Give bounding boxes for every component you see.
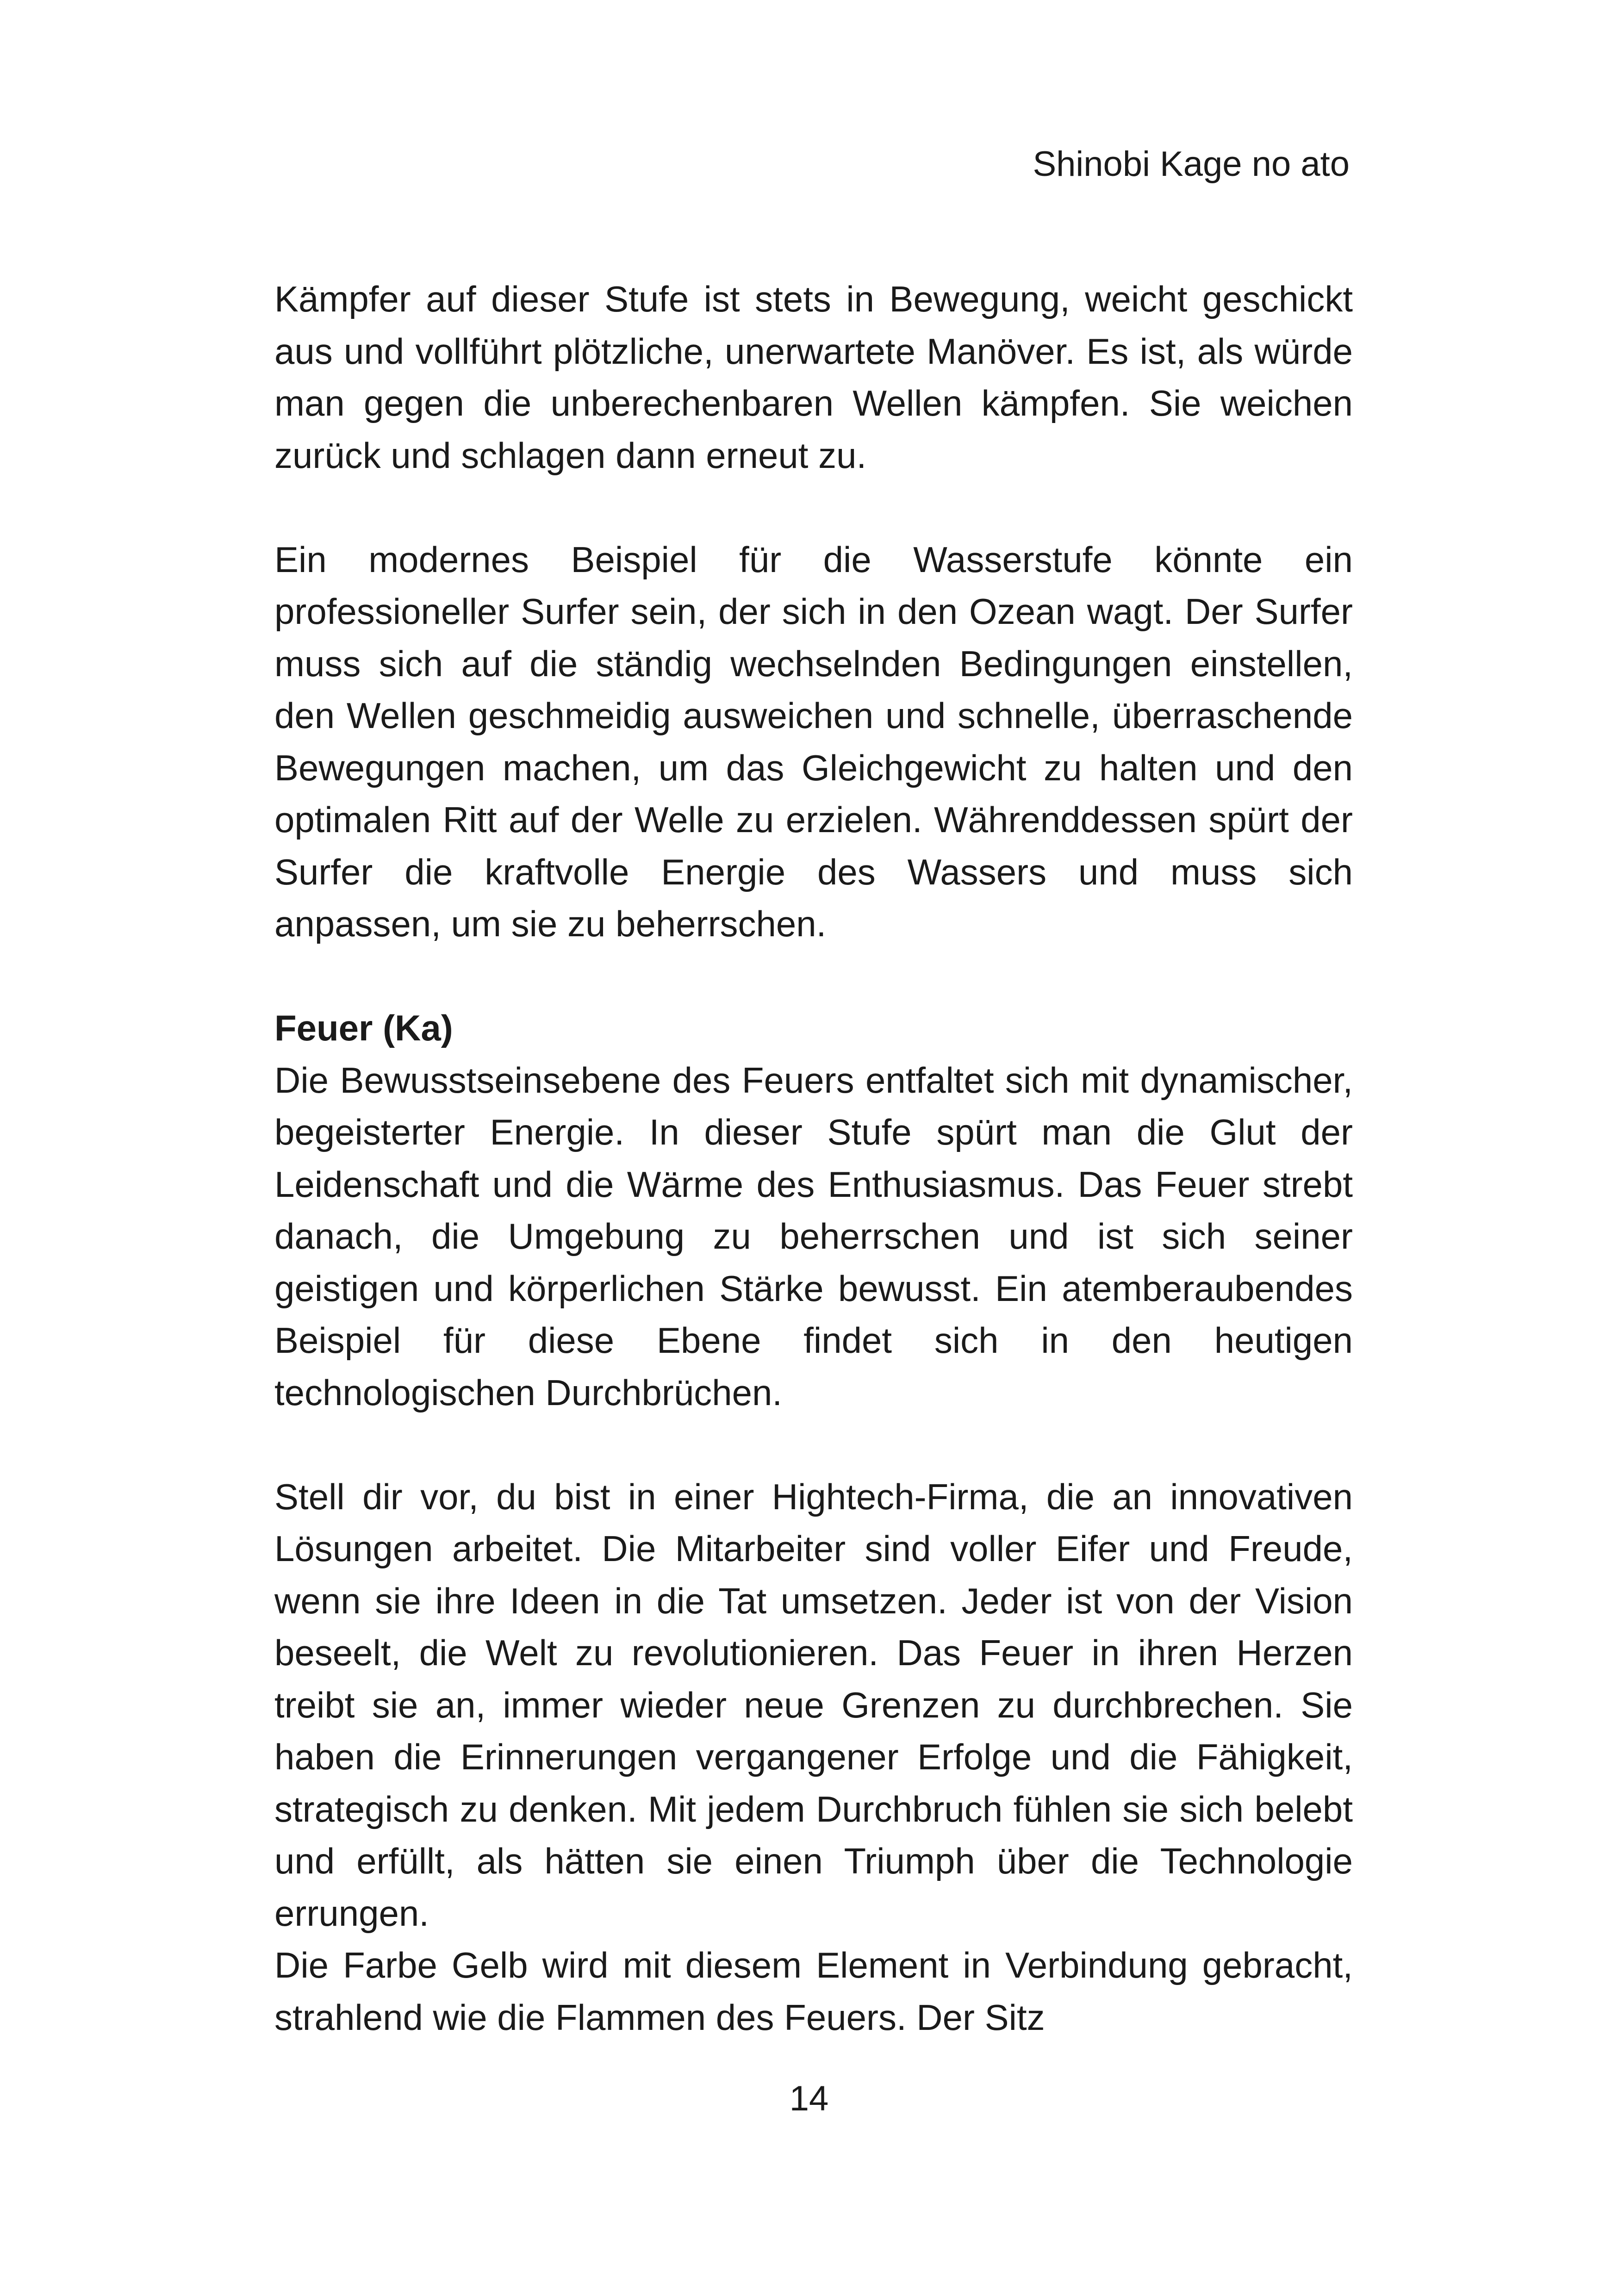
page-number: 14 <box>789 2079 829 2118</box>
body-text <box>274 273 1353 2043</box>
running-header-title: Shinobi Kage no ato <box>1033 144 1350 184</box>
section-heading-fire: Feuer (Ka) <box>274 1008 453 1048</box>
paragraph-fire-level: Die Bewusstseinsebene des Feuers entfaltet sich mit dynamischer, begeisterter Energie. In dieser Stufe spürt man die Glut der Leidenschaft und die Wärme des Enthusiasmus. Das Feuer strebt danach, die Umgebung zu beherrschen und ist sich seiner geistigen und körperlichen Stärke bewusst. Ein atemberaubendes Beispiel für diese Ebene findet sich in den heutigen technologischen Durchbrüchen. <box>274 1059 1353 1413</box>
paragraph-hightech-example: Stell dir vor, du bist in einer Hightech-Firma, die an innovativen Lösungen arbeitet. Die Mitarbeiter sind voller Eifer und Freude, wenn sie ihre Ideen in die Tat umsetzen. Jeder ist von der Vision beseelt, die Welt zu revolutionieren. Das Feuer in ihren Herzen treibt sie an, immer wieder neue Grenzen zu durchbrechen. Sie haben die Erinnerungen vergangener Erfolge und die Fähigkeit, strategisch zu denken. Mit jedem Durchbruch fühlen sie sich belebt und erfüllt, als hätten sie einen Triumph über die Technologie errungen. <box>274 1476 1353 1934</box>
paragraph-water-fighter: Kämpfer auf dieser Stufe ist stets in Bewegung, weicht geschickt aus und vollführt plötzliche, unerwartete Manöver. Es ist, als würde man gegen die unberechenbaren Wellen kämpfen. Sie weichen zurück und schlagen dann erneut zu. <box>274 279 1353 476</box>
paragraph-surfer-example: Ein modernes Beispiel für die Wasserstufe könnte ein professioneller Surfer sein, der sich in den Ozean wagt. Der Surfer muss sich auf die ständig wechselnden Bedingungen einstellen, den Wellen geschmeidig ausweichen und schnelle, überraschende Bewegungen machen, um das Gleichgewicht zu halten und den optimalen Ritt auf der Welle zu erzielen. Währenddessen spürt der Surfer die kraftvolle Energie des Wassers und muss sich anpassen, um sie zu beherrschen. <box>274 539 1353 944</box>
paragraph-color-yellow: Die Farbe Gelb wird mit diesem Element in Verbindung gebracht, strahlend wie die Flammen des Feuers. Der Sitz <box>274 1945 1353 2038</box>
